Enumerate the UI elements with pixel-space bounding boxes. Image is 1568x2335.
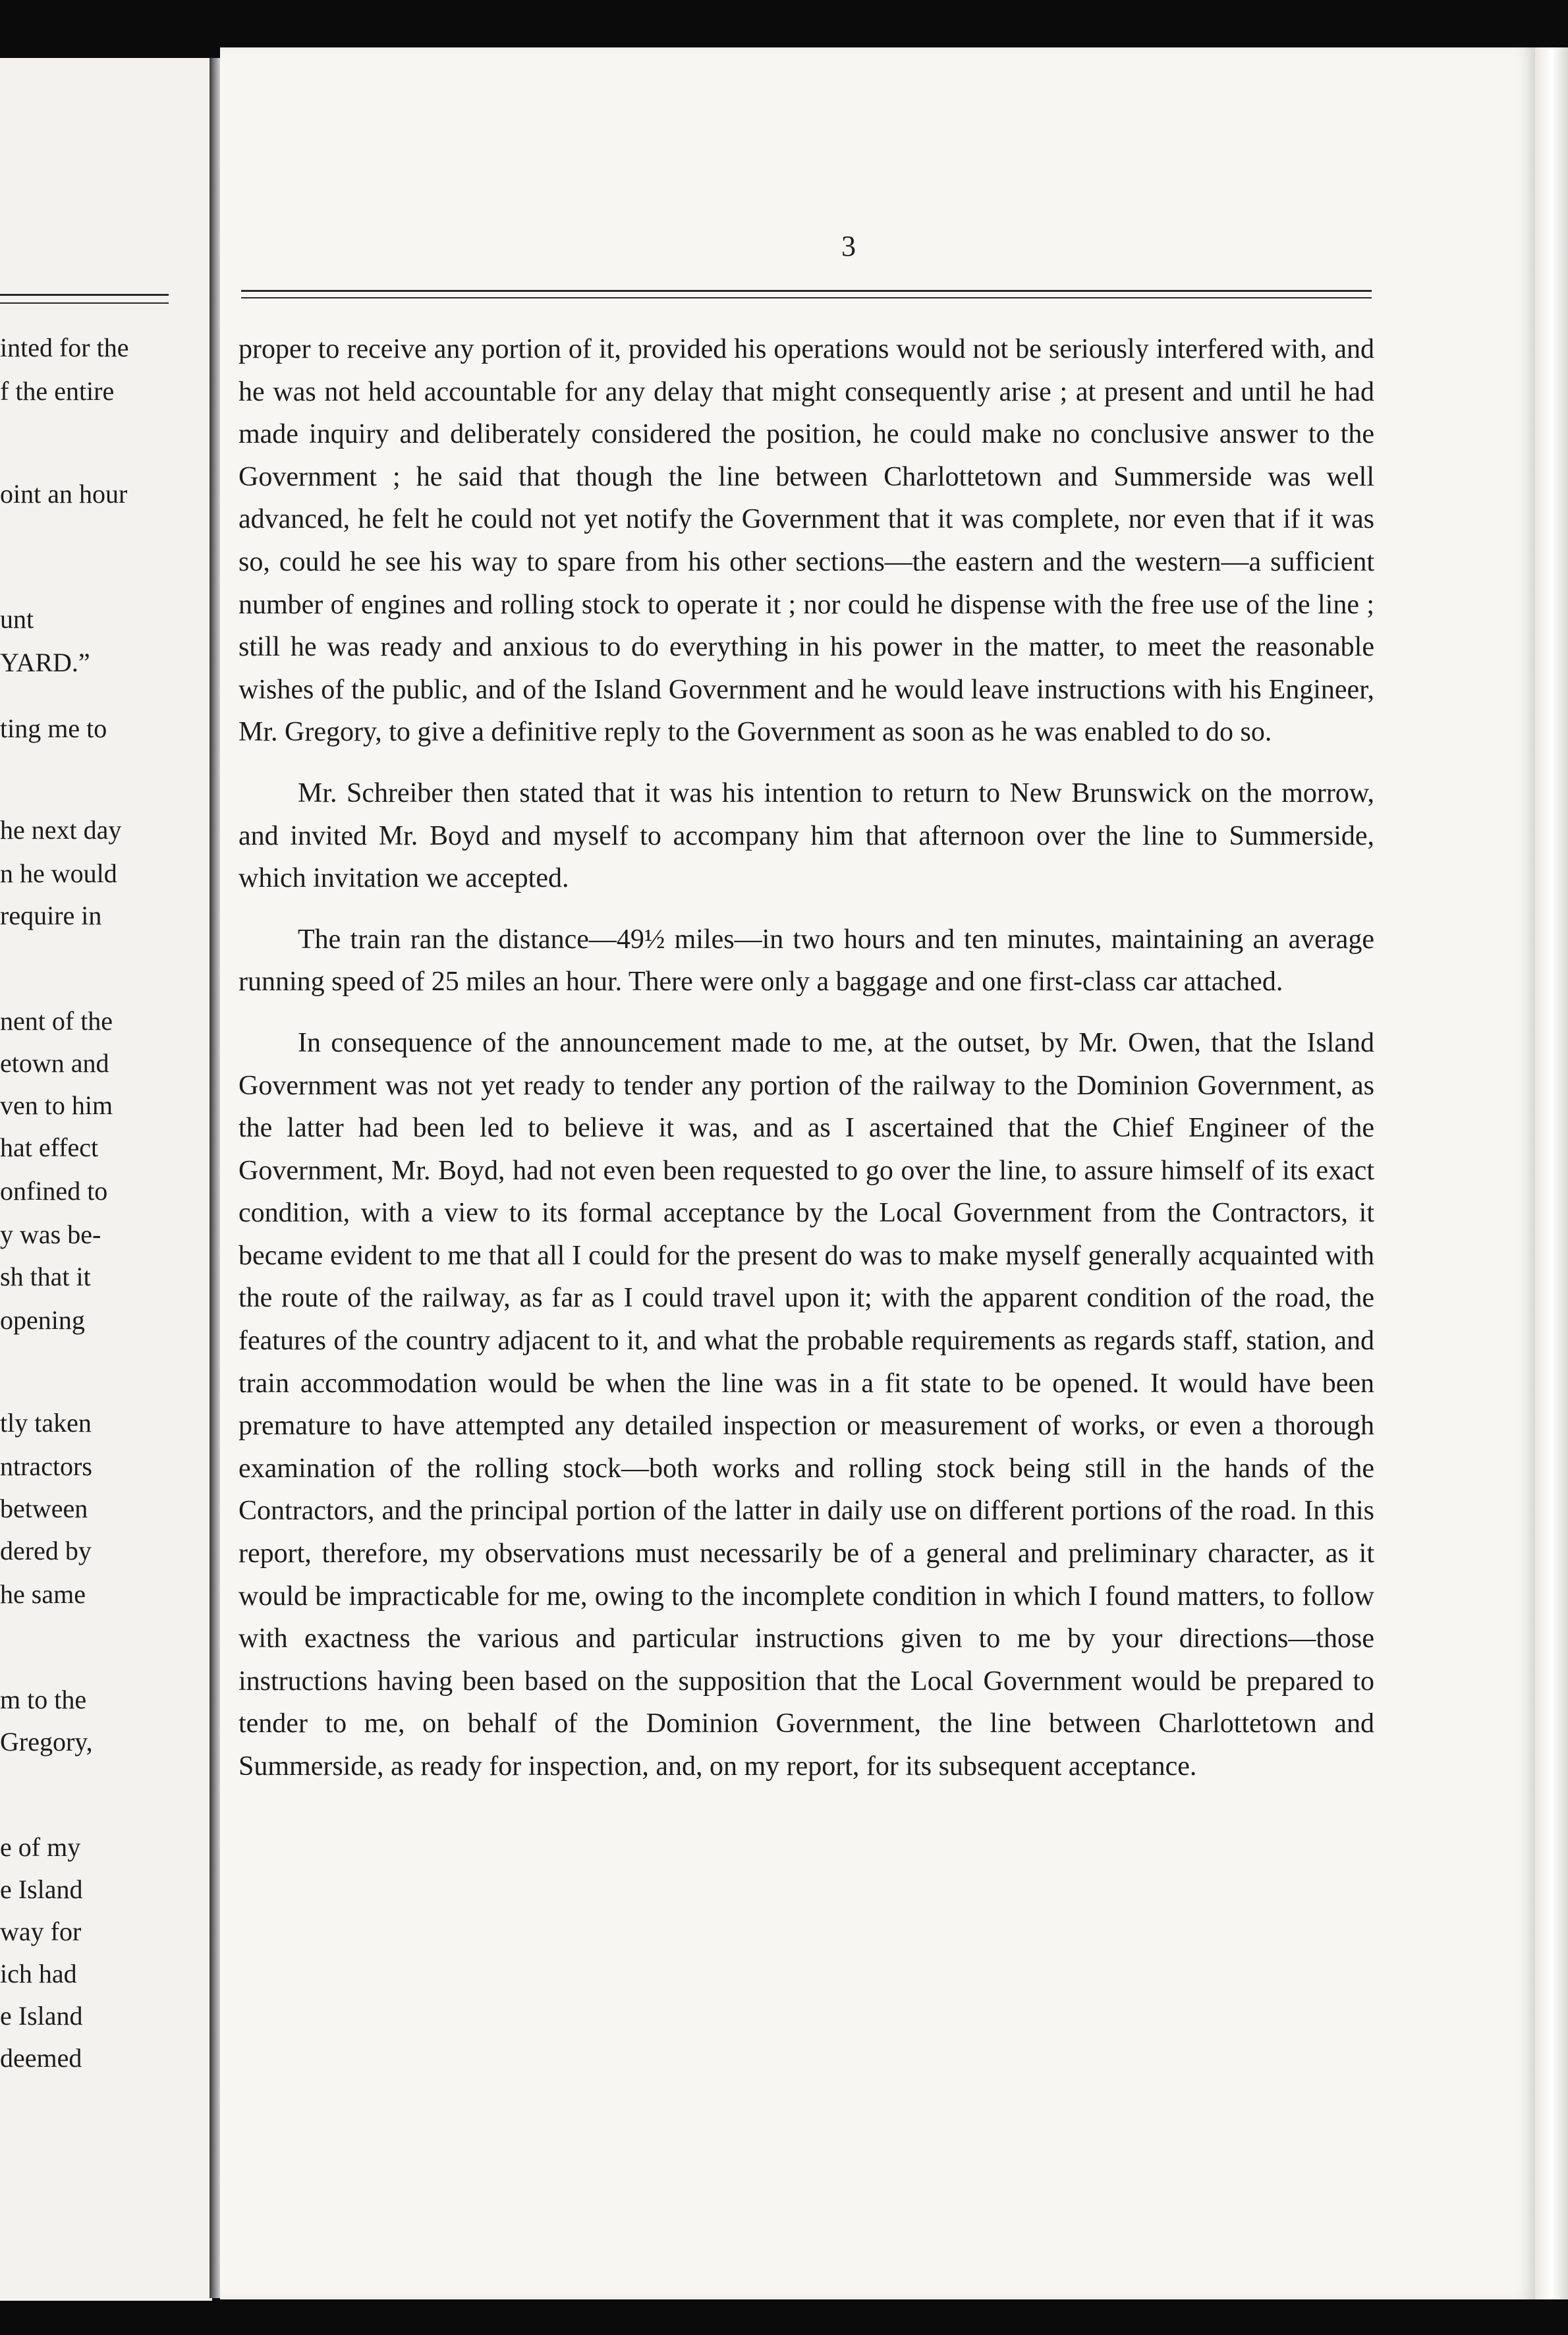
book-gutter xyxy=(210,58,220,2298)
paragraph: The train ran the distance—49½ miles—in two hours and ten minutes, maintaining an average running speed of 25 miles an hour. There were only a baggage and one first-class car attached. xyxy=(238,924,1374,998)
facing-page-line: nent of the xyxy=(0,1006,113,1036)
facing-page-line: ntractors xyxy=(0,1451,92,1481)
facing-page-line: he next day xyxy=(0,815,122,845)
facing-page-line: between xyxy=(0,1494,88,1523)
scan-border xyxy=(220,2299,1568,2335)
facing-page-line: inted for the xyxy=(0,333,129,362)
facing-page-line: deemed xyxy=(0,2043,82,2073)
facing-page-line: ich had xyxy=(0,1959,77,1988)
page-edge xyxy=(1535,47,1568,2299)
facing-page-line: e of my xyxy=(0,1832,81,1862)
facing-page-line: ven to him xyxy=(0,1090,113,1120)
facing-page-line: ting me to xyxy=(0,714,107,743)
facing-page-line: onfined to xyxy=(0,1176,108,1206)
paragraph: proper to receive any portion of it, provided his operations would not be seriously interfered with, and he was not held accountable for any delay that might consequently arise ; at present and until he had made inquiry and deliberately considered the position, he could make no conclusive answer to the Government ; he said that though the line between Charlottetown and Summerside was well advanced, he felt he could not yet notify the Government that it was complete, nor even that if it was so, could he see his way to spare from his other sections—the eastern and the western—a sufficient number of engines and rolling stock to operate it ; nor could he dispense with the free use of the line ; still he was ready and anxious to do everything in his power in the matter, to meet the reasonable wishes of the public, and of the Island Government and he would leave instructions with his Engineer, Mr. Gregory, to give a definitive reply to the Government as soon as he was enabled to do so. xyxy=(238,334,1374,748)
facing-page-line: oint an hour xyxy=(0,479,128,509)
facing-page-line: etown and xyxy=(0,1048,109,1078)
facing-page-line: opening xyxy=(0,1305,85,1335)
header-rule xyxy=(241,290,1372,298)
facing-page-line: e Island xyxy=(0,2001,83,2031)
page-number: 3 xyxy=(841,230,856,262)
facing-page-line: YARD.” xyxy=(0,648,90,677)
facing-page-line: n he would xyxy=(0,858,117,888)
facing-page-line: unt xyxy=(0,604,34,634)
facing-page-line: require in xyxy=(0,901,102,930)
facing-page-line: sh that it xyxy=(0,1262,91,1291)
facing-page-line: y was be- xyxy=(0,1220,101,1249)
facing-page-line: Gregory, xyxy=(0,1727,93,1757)
page xyxy=(220,47,1535,2299)
facing-page-line: dered by xyxy=(0,1536,92,1565)
facing-page-line: he same xyxy=(0,1579,86,1609)
paragraph: Mr. Schreiber then stated that it was his intention to return to New Brunswick on the morrow, and invited Mr. Boyd and myself to accompany him that afternoon over the line to Summerside, which invitation we accepted. xyxy=(238,777,1374,894)
page-body xyxy=(238,328,1374,1807)
facing-page-line: e Island xyxy=(0,1874,83,1904)
paragraph: In consequence of the announcement made to me, at the outset, by Mr. Owen, that the Island Government was not yet ready to tender any portion of the railway to the Dominion Government, as the latter had been led to believe it was, and as I ascertained that the Chief Engineer of the Government, Mr. Boyd, had not even been requested to go over the line, to assure himself of its exact condition, with a view to its formal acceptance by the Local Government from the Contractors, it became evident to me that all I could for the present do was to make myself generally acquainted with the route of the railway, as far as I could travel upon it; with the apparent condition of the road, the features of the country adjacent to it, and what the probable requirements as regards staff, station, and train accommodation would be when the line was in a fit state to be opened. It would have been premature to have attempted any detailed inspection or measurement of works, or even a thorough examination of the rolling stock—both works and rolling stock being still in the hands of the Contractors, and the principal portion of the latter in daily use on different portions of the road. In this report, therefore, my observations must necessarily be of a general and preliminary character, as it would be impracticable for me, owing to the incomplete condition in which I found matters, to follow with exactness the various and particular instructions given to me by your directions—those instructions having been based on the supposition that the Local Government would be prepared to tender to me, on behalf of the Dominion Government, the line between Charlottetown and Summerside, as ready for inspection, and, on my report, for its subsequent acceptance. xyxy=(238,1027,1374,1782)
facing-page-line: tly taken xyxy=(0,1408,92,1438)
facing-page xyxy=(0,58,212,2301)
facing-page-line: f the entire xyxy=(0,376,115,406)
facing-page-rule xyxy=(0,294,169,304)
facing-page-line: m to the xyxy=(0,1685,87,1714)
facing-page-line: hat effect xyxy=(0,1133,99,1162)
facing-page-line: way for xyxy=(0,1917,82,1946)
